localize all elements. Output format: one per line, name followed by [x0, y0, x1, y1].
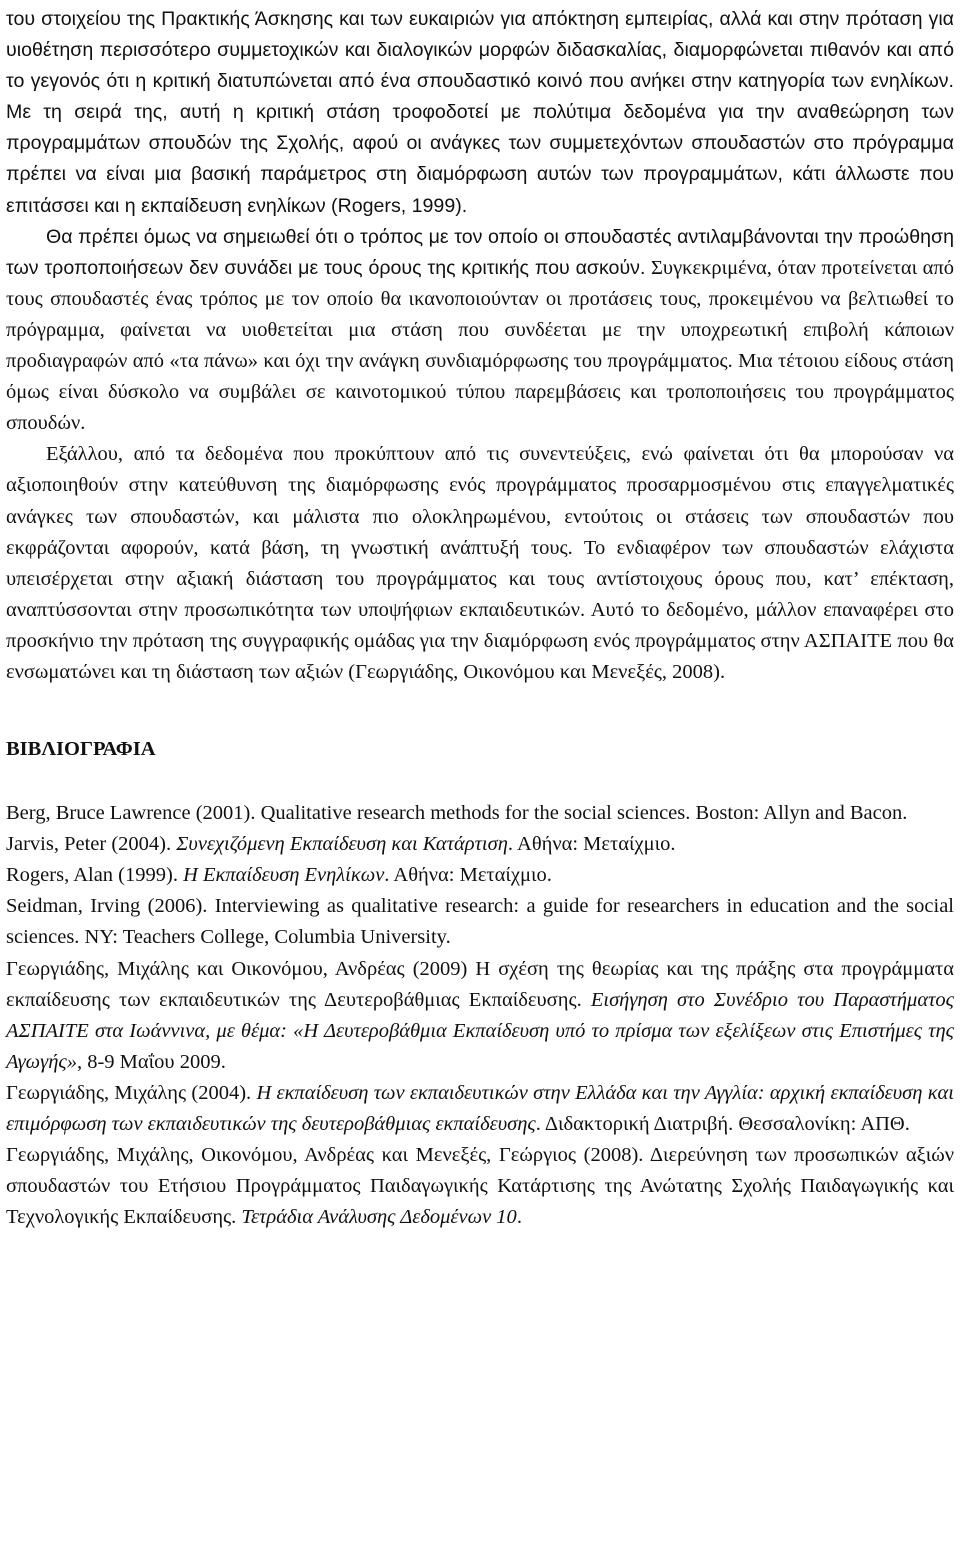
reference-rogers-title: Η Εκπαίδευση Ενηλίκων	[183, 864, 385, 887]
paragraph-3: Εξάλλου, από τα δεδομένα που προκύπτουν από τις συνεντεύξεις, ενώ φαίνεται ότι θα μπορούσαν να αξιοποιηθούν στην κατεύθυνση της διαμόρφωσης ενός προγράμματος προσαρμοσμένου στις επαγγελματικές ανάγκες των σπουδαστών, και μάλιστα πιο ολοκληρωμένου, εντούτοις οι στάσεις των σπουδαστών που εκφράζονται αφορούν, κατά βάση, τη γνωστική ανάπτυξή τους. Το ενδιαφέρον των σπουδαστών ελάχιστα υπεισέρχεται στην αξιακή διάσταση του προγράμματος και τους αντίστοιχους όρους που, κατ’ επέκταση, αναπτύσσονται στην προσωπικότητα των υποψήφιων εκπαιδευτικών. Αυτό το δεδομένο, μάλλον επαναφέρει στο προσκήνιο την πρόταση της συγγραφικής ομάδας για την διαμόρφωση ενός προγράμματος στην ΑΣΠΑΙΤΕ που θα ενσωματώνει και τη διάσταση των αξιών (Γεωργιάδης, Οικονόμου και Μενεξές, 2008).	[6, 443, 954, 683]
reference-jarvis-publisher: . Αθήνα: Μεταίχμιο.	[507, 833, 676, 856]
reference-georgiadis-2009-date: , 8-9 Μαΐου 2009.	[76, 1050, 226, 1073]
paragraph-1: του στοιχείου της Πρακτικής Άσκησης και των ευκαιριών για απόκτηση εμπειρίας, αλλά και στην πρόταση για υιοθέτηση περισσότερο συμμετοχικών και διαλογικών μορφών διδασκαλίας, διαμορφώνεται πιθανόν και από το γεγονός ότι η κριτική διατυπώνεται από ένα σπουδαστικό κοινό που ανήκει στην κατηγορία των ενηλίκων. Με τη σειρά της, αυτή η κριτική στάση τροφοδοτεί με πολύτιμα δεδομένα για την αναθεώρηση των προγραμμάτων σπουδών της Σχολής, αφού οι ανάγκες των συμμετεχόντων σπουδαστών στο πρόγραμμα πρέπει να είναι μια βασική παράμετρος στη διαμόρφωση αυτών των προγραμμάτων, κάτι άλλωστε που επιτάσσει και η εκπαίδευση ενηλίκων (Rogers, 1999).	[6, 8, 954, 217]
reference-georgiadis-2009	[6, 954, 954, 1078]
reference-georgiadis-2009-title: Εισήγηση στο Συνέδριο του Παραστήματος ΑΣΠΑΙΤΕ στα Ιωάννινα, με θέμα: «Η Δευτεροβάθμια Εκπαίδευση υπό το πρίσμα των εξελίξεων στις Επιστήμες της Αγωγής»	[6, 988, 955, 1073]
reference-rogers	[6, 860, 954, 891]
reference-georgiadis-2004	[6, 1078, 954, 1140]
reference-berg: Berg, Bruce Lawrence (2001). Qualitative research methods for the social sciences. Boston: Allyn and Bacon.	[6, 802, 908, 825]
paragraph-2	[6, 222, 954, 440]
reference-seidman: Seidman, Irving (2006). Interviewing as qualitative research: a guide for researchers in education and the social sciences. NY: Teachers College, Columbia University.	[6, 895, 954, 949]
reference-jarvis-title: Συνεχιζόμενη Εκπαίδευση και Κατάρτιση	[176, 833, 508, 856]
reference-georgiadis-2008-author: Γεωργιάδης, Μιχάλης, Οικονόμου, Ανδρέας και Μενεξές, Γεώργιος (2008). Διερεύνηση των προσωπικών αξιών σπουδαστών του Ετήσιου Προγράμματος Παιδαγωγικής Κατάρτισης της Ανώτατης Σχολής Παιδαγωγικής και Τεχνολογικής Εκπαίδευσης.	[6, 1144, 954, 1229]
bibliography-list	[6, 798, 954, 1233]
paragraph-2-part-a: Θα πρέπει όμως να σημειωθεί ότι ο τρόπος με τον οποίο οι σπουδαστές αντιλαμβάνονται την προώθηση των τροποποιήσεων δεν συνάδει με τους όρους της κριτικής που ασκούν.	[6, 225, 954, 279]
reference-georgiadis-2004-title: Η εκπαίδευση των εκπαιδευτικών στην Ελλάδα και την Αγγλία: αρχική εκπαίδευση και επιμόρφωση των εκπαιδευτικών της δευτεροβάθμιας εκπαίδευσης	[6, 1081, 954, 1135]
reference-rogers-publisher: . Αθήνα: Μεταίχμιο.	[384, 864, 552, 887]
reference-georgiadis-2008-end: .	[516, 1206, 522, 1229]
reference-georgiadis-2009-author: Γεωργιάδης, Μιχάλης και Οικονόμου, Ανδρέας (2009) Η σχέση της θεωρίας και της πράξης στα προγράμματα εκπαίδευσης των εκπαιδευτικών της Δευτεροβάθμιας Εκπαίδευσης.	[6, 957, 954, 1011]
reference-jarvis-author: Jarvis, Peter (2004).	[6, 833, 177, 856]
reference-georgiadis-2004-author: Γεωργιάδης, Μιχάλης (2004).	[6, 1081, 257, 1104]
reference-jarvis	[6, 829, 954, 860]
paragraph-2-part-b: Συγκεκριμένα, όταν προτείνεται από τους σπουδαστές ένας τρόπος με τον οποίο θα ικανοποιούνταν οι προτάσεις τους, προκειμένου να βελτιωθεί το πρόγραμμα, φαίνεται να υιοθετείται μια στάση που συνδέεται με την υποχρεωτική επιβολή κάποιων προδιαγραφών από «τα πάνω» και όχι την ανάγκη συνδιαμόρφωσης του προγράμματος. Μια τέτοιου είδους στάση όμως είναι δύσκολο να συμβάλει σε καινοτομικού τύπου παρεμβάσεις και τροποποιήσεις του προγράμματος σπουδών.	[6, 256, 954, 435]
reference-georgiadis-2004-publisher: . Διδακτορική Διατριβή. Θεσσαλονίκη: ΑΠΘ.	[535, 1113, 910, 1135]
body-text	[6, 4, 954, 688]
reference-georgiadis-2008	[6, 1140, 954, 1233]
reference-georgiadis-2008-journal: Τετράδια Ανάλυσης Δεδομένων 10	[241, 1206, 517, 1229]
bibliography-heading: ΒΙΒΛΙΟΓΡΑΦΙΑ	[6, 738, 156, 761]
reference-rogers-author: Rogers, Alan (1999).	[6, 864, 184, 887]
